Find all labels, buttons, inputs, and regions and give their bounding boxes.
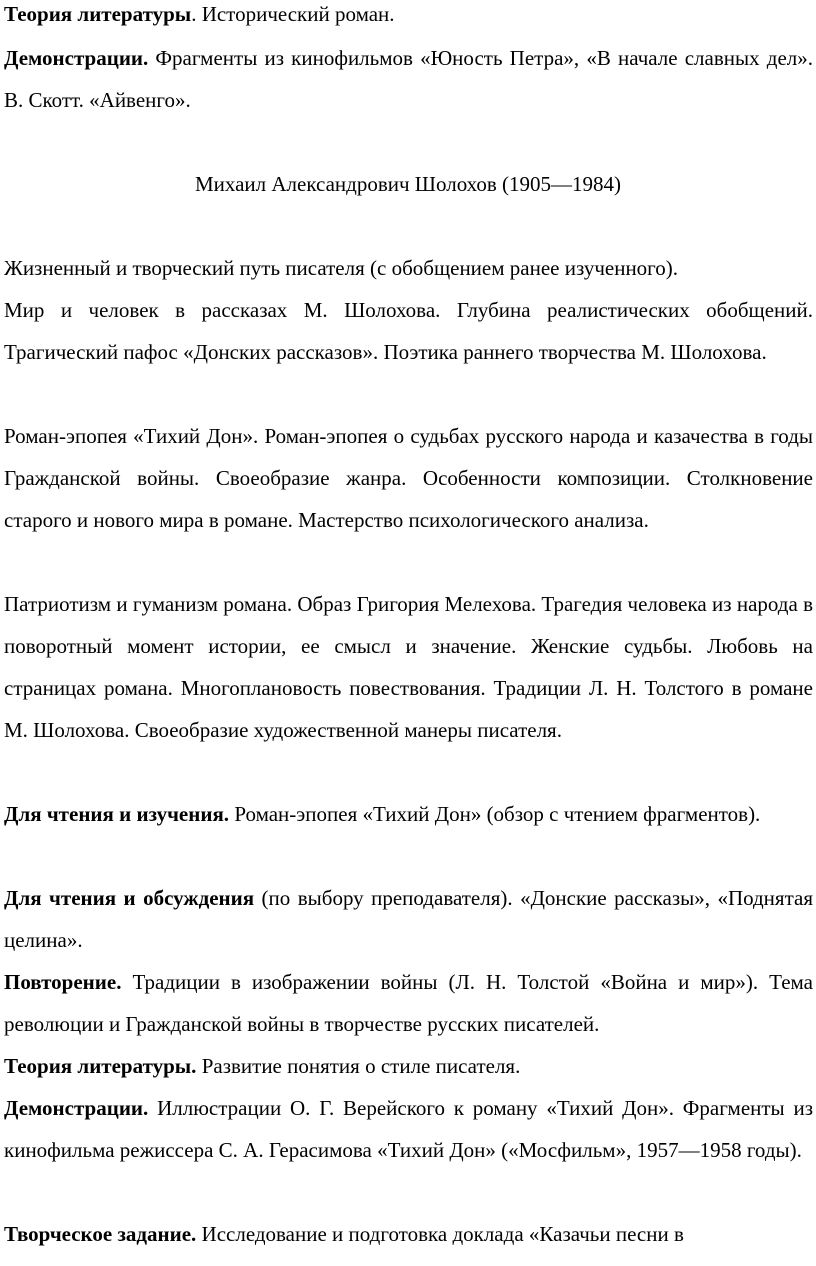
paragraph-lead: Теория литературы.: [4, 1054, 197, 1078]
paragraph-lead: Теория литературы: [4, 2, 192, 26]
paragraph-text: Иллюстрации О. Г. Верейского к роману «Тихий Дон». Фрагменты из кинофильма режиссера С. А. Герасимова «Тихий Дон» («Мосфильм», 1957—1958 годы).: [4, 1096, 813, 1162]
paragraph-lead: Для чтения и изучения.: [4, 802, 230, 826]
paragraph-text: Традиции в изображении войны (Л. Н. Толстой «Война и мир»). Тема революции и Гражданской войны в творчестве русских писателей.: [4, 970, 813, 1036]
paragraph-theory-style: [4, 1045, 813, 1087]
paragraph-text: (по выбору преподавателя). «Донские рассказы», «Поднятая целина».: [4, 886, 813, 952]
paragraph-creative-task: [4, 1213, 813, 1255]
paragraph-text: Фрагменты из кинофильмов «Юность Петра», «В начале славных дел». В. Скотт. «Айвенго».: [4, 46, 813, 112]
section-heading-sholokhov: [0, 163, 816, 205]
paragraph-patriotism: [4, 583, 813, 751]
paragraph-demonstrations-illustrations: [4, 1087, 813, 1171]
paragraph-text: Роман-эпопея «Тихий Дон» (обзор с чтением фрагментов).: [229, 802, 761, 826]
paragraph-text: Роман-эпопея «Тихий Дон». Роман-эпопея о судьбах русского народа и казачества в годы Гражданской войны. Своеобразие жанра. Особенности композиции. Столкновение старого и нового мира в романе. Мастерство психологического анализа.: [4, 424, 813, 532]
paragraph-demonstrations-films: [4, 37, 813, 121]
paragraph-lead: Демонстрации.: [4, 46, 149, 70]
paragraph-lead: Демонстрации.: [4, 1096, 149, 1120]
paragraph-for-reading-discussion: [4, 877, 813, 961]
paragraph-text: Жизненный и творческий путь писателя (с обобщением ранее изученного).: [4, 256, 679, 280]
paragraph-text: . Исторический роман.: [191, 2, 395, 26]
heading-text: Михаил Александрович Шолохов (1905—1984): [194, 172, 622, 196]
paragraph-text: Исследование и подготовка доклада «Казачьи песни в: [196, 1222, 684, 1246]
paragraph-lead: Творческое задание.: [4, 1222, 197, 1246]
paragraph-repetition: [4, 961, 813, 1045]
paragraph-text: Патриотизм и гуманизм романа. Образ Григория Мелехова. Трагедия человека из народа в поворотный момент истории, ее смысл и значение. Женские судьбы. Любовь на страницах романа. Многоплановость повествования. Традиции Л. Н. Толстого в романе М. Шолохова. Своеобразие художественной манеры писателя.: [4, 592, 813, 742]
paragraph-life-path: [4, 247, 813, 289]
paragraph-text: Мир и человек в рассказах М. Шолохова. Глубина реалистических обобщений. Трагический пафос «Донских рассказов». Поэтика раннего творчества М. Шолохова.: [4, 298, 813, 364]
paragraph-quiet-don: [4, 415, 813, 541]
paragraph-theory-historical-novel: [4, 0, 813, 35]
paragraph-for-reading-study: [4, 793, 813, 835]
paragraph-text: Развитие понятия о стиле писателя.: [196, 1054, 521, 1078]
paragraph-lead: Для чтения и обсуждения: [4, 886, 255, 910]
paragraph-lead: Повторение.: [4, 970, 122, 994]
paragraph-stories: [4, 289, 813, 373]
